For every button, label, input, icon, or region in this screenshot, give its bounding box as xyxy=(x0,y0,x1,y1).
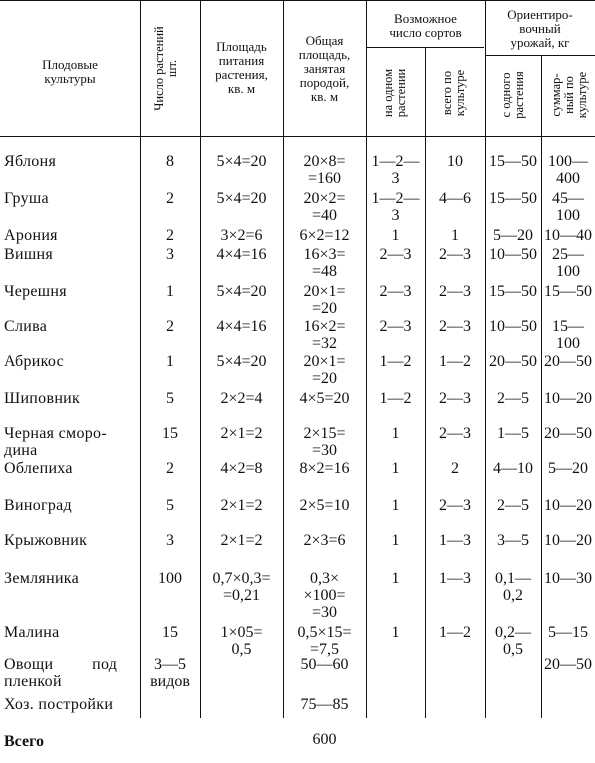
cell-total-area: 20×8= =160 xyxy=(303,153,346,187)
cell-yield-per-plant: 0,1— 0,2 xyxy=(495,570,531,604)
cell-total-area: 16×3= =48 xyxy=(303,246,346,280)
cell-feeding-area: 0,7×0,3= =0,21 xyxy=(212,570,271,604)
cell-yield-per-plant: 15—50 xyxy=(489,283,537,300)
cell-varieties-per-crop: 2—3 xyxy=(439,283,471,300)
cell-count: 8 xyxy=(166,153,174,170)
cell-yield-total: 10—40 xyxy=(544,227,592,244)
cell-varieties-per-plant: 2—3 xyxy=(379,246,412,263)
table-row-crop: Крыжовник xyxy=(4,532,88,549)
cell-yield-total: 10—20 xyxy=(544,497,592,514)
cell-feeding-area: 5×4=20 xyxy=(216,353,267,370)
cell-varieties-per-plant: 1 xyxy=(391,532,400,549)
cell-varieties-per-plant: 1—2 xyxy=(379,353,412,370)
cell-varieties-per-plant: 1—2 xyxy=(379,390,412,407)
table-row-crop: Облепиха xyxy=(4,460,73,477)
cell-yield-per-plant: 20—50 xyxy=(489,353,537,370)
cell-yield-total: 10—20 xyxy=(544,532,592,549)
table-row-crop: Вишня xyxy=(4,246,53,263)
cell-total-area: 20×2= =40 xyxy=(303,190,346,224)
table-row-crop: Черешня xyxy=(4,283,67,300)
cell-varieties-per-plant: 1 xyxy=(391,425,400,442)
cell-yield-per-plant: 15—50 xyxy=(489,153,537,170)
cell-yield-total: 5—20 xyxy=(548,460,588,477)
cell-varieties-per-plant: 1 xyxy=(391,460,400,477)
cell-count: 15 xyxy=(162,624,178,641)
table-row-crop: Хоз. постройки xyxy=(4,696,114,713)
cell-varieties-per-plant: 1 xyxy=(391,497,400,514)
table-row-crop: Слива xyxy=(4,318,48,335)
cell-count: 15 xyxy=(162,425,178,442)
cell-count: 2 xyxy=(166,318,174,335)
table-row-crop: Груша xyxy=(4,190,49,207)
table-row-crop: Яблоня xyxy=(4,153,57,170)
table-row-crop: Малина xyxy=(4,624,60,641)
cell-yield-per-plant: 10—50 xyxy=(489,246,537,263)
cell-yield-total: 10—30 xyxy=(544,570,592,587)
cell-feeding-area: 2×1=2 xyxy=(220,497,263,514)
cell-total-area: 20×1= =20 xyxy=(303,283,346,317)
cell-feeding-area: 2×1=2 xyxy=(220,532,263,549)
cell-varieties-per-crop: 1—3 xyxy=(439,570,471,587)
cell-yield-per-plant: 4—10 xyxy=(493,460,533,477)
header-varieties-per-plant: на одном растении xyxy=(381,68,408,118)
cell-total-area: 50—60 xyxy=(300,656,349,673)
header-feeding-area: Площадь питания растения, кв. м xyxy=(215,39,268,96)
cell-feeding-area: 4×4=16 xyxy=(216,318,267,335)
cell-count: 2 xyxy=(166,460,174,477)
cell-yield-total: 100— 400 xyxy=(548,153,588,187)
cell-count: 2 xyxy=(166,190,174,207)
header-total-area: Общая площадь, занятая породой, кв. м xyxy=(298,33,351,104)
cell-yield-per-plant: 1—5 xyxy=(497,425,529,442)
cell-yield-total: 25— 100 xyxy=(552,246,584,280)
cell-total-area: 8×2=16 xyxy=(299,460,350,477)
cell-varieties-per-plant: 1—2— 3 xyxy=(371,190,420,224)
cell-yield-total: 20—50 xyxy=(544,425,592,442)
cell-total-area: 20×1= =20 xyxy=(303,353,346,387)
cell-varieties-per-plant: 2—3 xyxy=(379,283,412,300)
cell-feeding-area: 4×4=16 xyxy=(216,246,267,263)
cell-total-area: 6×2=12 xyxy=(299,227,350,244)
cell-yield-total: 10—20 xyxy=(544,390,592,407)
cell-feeding-area: 2×1=2 xyxy=(220,425,263,442)
cell-varieties-per-crop: 10 xyxy=(447,153,463,170)
table-row-crop: Арония xyxy=(4,227,58,244)
cell-total-area: 4×5=20 xyxy=(299,390,350,407)
cell-yield-per-plant: 2—5 xyxy=(497,390,529,407)
cell-varieties-per-crop: 2—3 xyxy=(439,497,471,514)
table-row-crop: Черная сморо- дина xyxy=(4,425,107,459)
cell-total-area: 16×2= =32 xyxy=(303,318,346,352)
cell-varieties-per-plant: 1—2— 3 xyxy=(371,153,420,187)
cell-varieties-per-crop: 2 xyxy=(451,460,459,477)
cell-varieties-per-crop: 1—2 xyxy=(439,353,471,370)
header-varieties-per-crop: всего по культуре xyxy=(440,69,467,117)
cell-yield-per-plant: 15—50 xyxy=(489,190,537,207)
cell-feeding-area: 4×2=8 xyxy=(220,460,263,477)
header-yield-total: суммар- ный по культуре xyxy=(549,71,589,119)
cell-yield-total: 20—50 xyxy=(544,656,592,673)
cell-yield-per-plant: 3—5 xyxy=(497,532,529,549)
cell-count: 100 xyxy=(158,570,182,587)
cell-total-area: 0,3× ×100= =30 xyxy=(303,570,346,621)
cell-varieties-per-plant: 1 xyxy=(391,570,400,587)
cell-yield-per-plant: 5—20 xyxy=(493,227,533,244)
cell-count: 1 xyxy=(166,283,174,300)
header-crop: Плодовые культуры xyxy=(42,57,98,86)
table-row-crop: Виноград xyxy=(4,497,73,514)
top-rule xyxy=(0,0,595,1)
cell-yield-total: 20—50 xyxy=(544,353,592,370)
table-row-crop: Абрикос xyxy=(4,353,65,370)
cell-yield-total: 5—15 xyxy=(548,624,588,641)
cell-yield-total: 15—50 xyxy=(544,283,592,300)
cell-varieties-per-crop: 4—6 xyxy=(439,190,471,207)
cell-count: 1 xyxy=(166,353,174,370)
col-divider-5 xyxy=(425,47,426,718)
cell-feeding-area: 2×2=4 xyxy=(220,390,263,407)
cell-count: 3 xyxy=(166,246,174,263)
cell-varieties-per-crop: 1—2 xyxy=(439,624,471,641)
cell-count: 5 xyxy=(166,497,174,514)
footer-label: Всего xyxy=(4,733,44,750)
header-plants-count: Число растений шт. xyxy=(152,26,179,111)
cell-yield-total: 45— 100 xyxy=(552,190,584,224)
cell-yield-per-plant: 0,2— 0,5 xyxy=(495,624,531,658)
table-row-crop: Шиповник xyxy=(4,390,81,407)
table-row-crop: Овощи под пленкой xyxy=(4,656,118,690)
cell-feeding-area: 5×4=20 xyxy=(216,153,267,170)
cell-varieties-per-crop: 1 xyxy=(451,227,459,244)
header-yield-per-plant: с одного растения xyxy=(499,71,526,119)
cell-total-area: 2×15= =30 xyxy=(303,425,346,459)
cell-yield-per-plant: 10—50 xyxy=(489,318,537,335)
cell-yield-per-plant: 2—5 xyxy=(497,497,529,514)
cell-varieties-per-crop: 2—3 xyxy=(439,390,471,407)
header-rule xyxy=(0,136,595,137)
cell-count: 3 xyxy=(166,532,174,549)
cell-varieties-per-plant: 2—3 xyxy=(379,318,412,335)
cell-total-area: 0,5×15= =7,5 xyxy=(297,624,352,658)
cell-varieties-per-crop: 2—3 xyxy=(439,425,471,442)
cell-total-area: 2×5=10 xyxy=(299,497,350,514)
cell-varieties-per-crop: 1—3 xyxy=(439,532,471,549)
cell-varieties-per-plant: 1 xyxy=(391,227,400,244)
cell-count: 2 xyxy=(166,227,174,244)
cell-feeding-area: 5×4=20 xyxy=(216,283,267,300)
cell-feeding-area: 1×05= 0,5 xyxy=(220,624,263,658)
cell-varieties-per-crop: 2—3 xyxy=(439,246,471,263)
header-varieties-group: Возможное число сортов xyxy=(389,11,462,40)
cell-feeding-area: 3×2=6 xyxy=(220,227,263,244)
cell-count: 3—5 видов xyxy=(150,656,190,690)
header-yield-group: Ориентиро- вочный урожай, кг xyxy=(507,7,573,50)
footer-total: 600 xyxy=(312,731,337,748)
cell-total-area: 2×3=6 xyxy=(303,532,346,549)
cell-yield-total: 15— 100 xyxy=(552,318,584,352)
table-row-crop: Земляника xyxy=(4,570,80,587)
cell-total-area: 75—85 xyxy=(300,696,349,713)
cell-varieties-per-plant: 1 xyxy=(391,624,400,641)
cell-count: 5 xyxy=(166,390,174,407)
cell-feeding-area: 5×4=20 xyxy=(216,190,267,207)
cell-varieties-per-crop: 2—3 xyxy=(439,318,471,335)
